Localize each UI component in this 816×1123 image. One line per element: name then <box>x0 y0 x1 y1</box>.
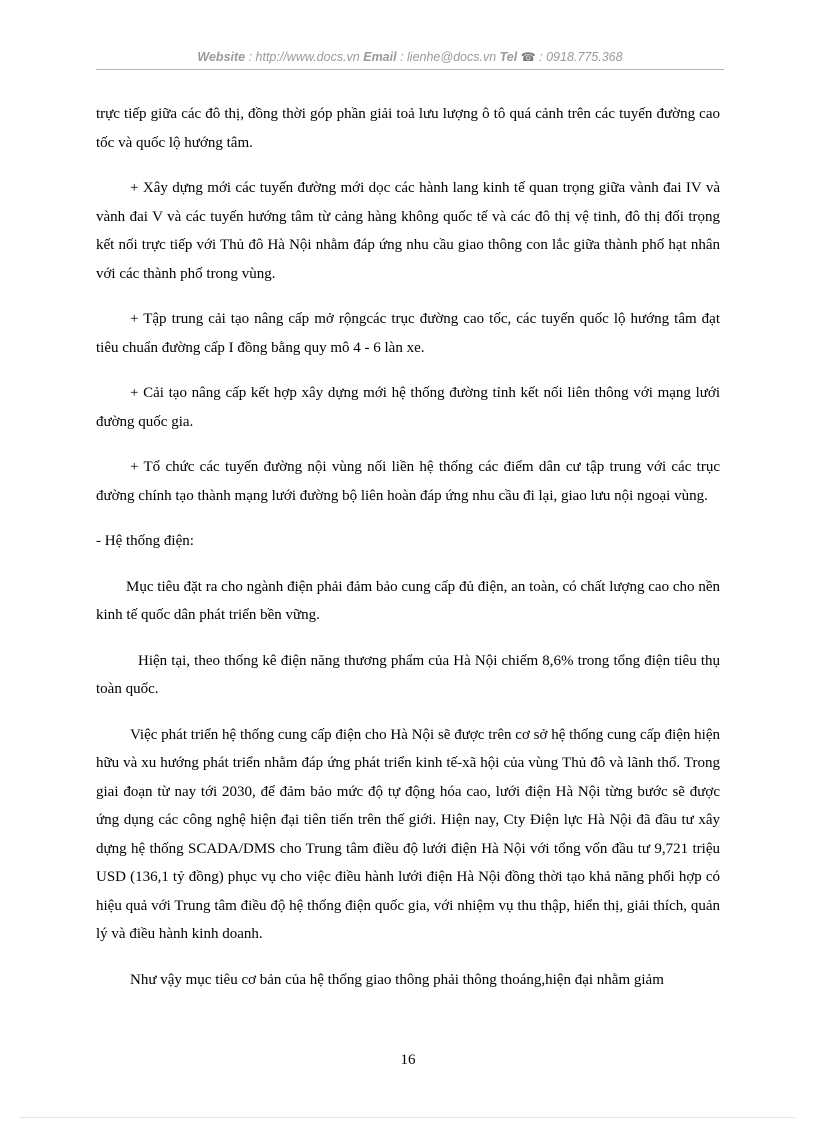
email-address[interactable]: lienhe@docs.vn <box>407 50 497 64</box>
tel-number: 0918.775.368 <box>546 50 623 64</box>
paragraph-bullet-upgrade-highways: + Tập trung cải tạo nâng cấp mở rộngcác trục đường cao tốc, các tuyến quốc lộ hướng tâm đạt tiêu chuẩn đường cấp I đồng bằng quy mô 4 - 6 làn xe. <box>96 311 720 356</box>
paragraph-bullet-regional-roads: + Tổ chức các tuyến đường nội vùng nối liền hệ thống các điểm dân cư tập trung với các trục đường chính tạo thành mạng lưới đường bộ liên hoàn đáp ứng nhu cầu đi lại, giao lưu nội ngoại vùng. <box>96 459 720 504</box>
paragraph-traffic-conclusion: Như vậy mục tiêu cơ bản của hệ thống giao thông phải thông thoáng,hiện đại nhằm giảm <box>130 971 664 988</box>
website-separator: : <box>245 50 256 64</box>
email-separator: : <box>396 50 408 64</box>
document-body <box>96 100 720 1011</box>
paragraph-bullet-provincial-roads: + Cải tạo nâng cấp kết hợp xây dựng mới hệ thống đường tỉnh kết nối liên thông với mạng lưới đường quốc gia. <box>96 385 720 430</box>
page-header <box>96 50 724 64</box>
tel-separator: : <box>535 50 547 64</box>
paragraph-power-development: Việc phát triển hệ thống cung cấp điện cho Hà Nội sẽ được trên cơ sở hệ thống cung cấp điện hiện hữu và xu hướng phát triển nhằm đáp ứng phát triển kinh tế-xã hội của vùng Thủ đô và lãnh thổ. Trong giai đoạn từ nay tới 2030, để đảm bảo mức độ tự động hóa cao, lưới điện Hà Nội từng bước sẽ được ứng dụng các công nghệ hiện đại tiên tiến trên thế giới. Hiện nay, Cty Điện lực Hà Nội đã đầu tư xây dựng hệ thống SCADA/DMS cho Trung tâm điều độ lưới điện Hà Nội với tổng vốn đầu tư 9,721 triệu USD (136,1 tỷ đồng) phục vụ cho việc điều hành lưới điện Hà Nội đồng thời tạo khả năng phối hợp có hiệu quả với Trung tâm điều độ hệ thống điện quốc gia, với nhiệm vụ thu thập, hiển thị, giải thích, quản lý và điều hành kinh doanh. <box>96 726 720 942</box>
page-number: 16 <box>400 1052 416 1068</box>
page-bottom-divider <box>20 1117 796 1118</box>
email-label: Email <box>363 50 397 64</box>
paragraph-power-statistics: Hiện tại, theo thống kê điện năng thương phẩm của Hà Nội chiếm 8,6% trong tổng điện tiêu thụ toàn quốc. <box>96 652 720 697</box>
header-divider <box>96 69 724 70</box>
paragraph-bullet-new-roads: + Xây dựng mới các tuyến đường mới dọc các hành lang kinh tế quan trọng giữa vành đai IV và vành đai V và các tuyến hướng tâm từ cảng hàng không quốc tế và các đô thị vệ tinh, đô thị đối trọng kết nối trực tiếp với Thủ đô Hà Nội nhằm đáp ứng nhu cầu giao thông con lắc giữa thành phố hạt nhân với các thành phố trong vùng. <box>96 180 720 282</box>
website-label: Website <box>197 50 246 64</box>
tel-label: Tel <box>499 50 518 64</box>
phone-icon: ☎ <box>520 50 536 64</box>
section-heading-power-system: - Hệ thống điện: <box>96 533 194 549</box>
website-url[interactable]: http://www.docs.vn <box>255 50 360 64</box>
paragraph-power-goal: Mục tiêu đặt ra cho ngành điện phải đảm bảo cung cấp đủ điện, an toàn, có chất lượng cao cho nền kinh tế quốc dân phát triển bền vững. <box>96 578 720 623</box>
paragraph-continuation: trực tiếp giữa các đô thị, đồng thời góp phần giải toả lưu lượng ô tô quá cảnh trên các tuyến đường cao tốc và quốc lộ hướng tâm. <box>96 106 720 151</box>
